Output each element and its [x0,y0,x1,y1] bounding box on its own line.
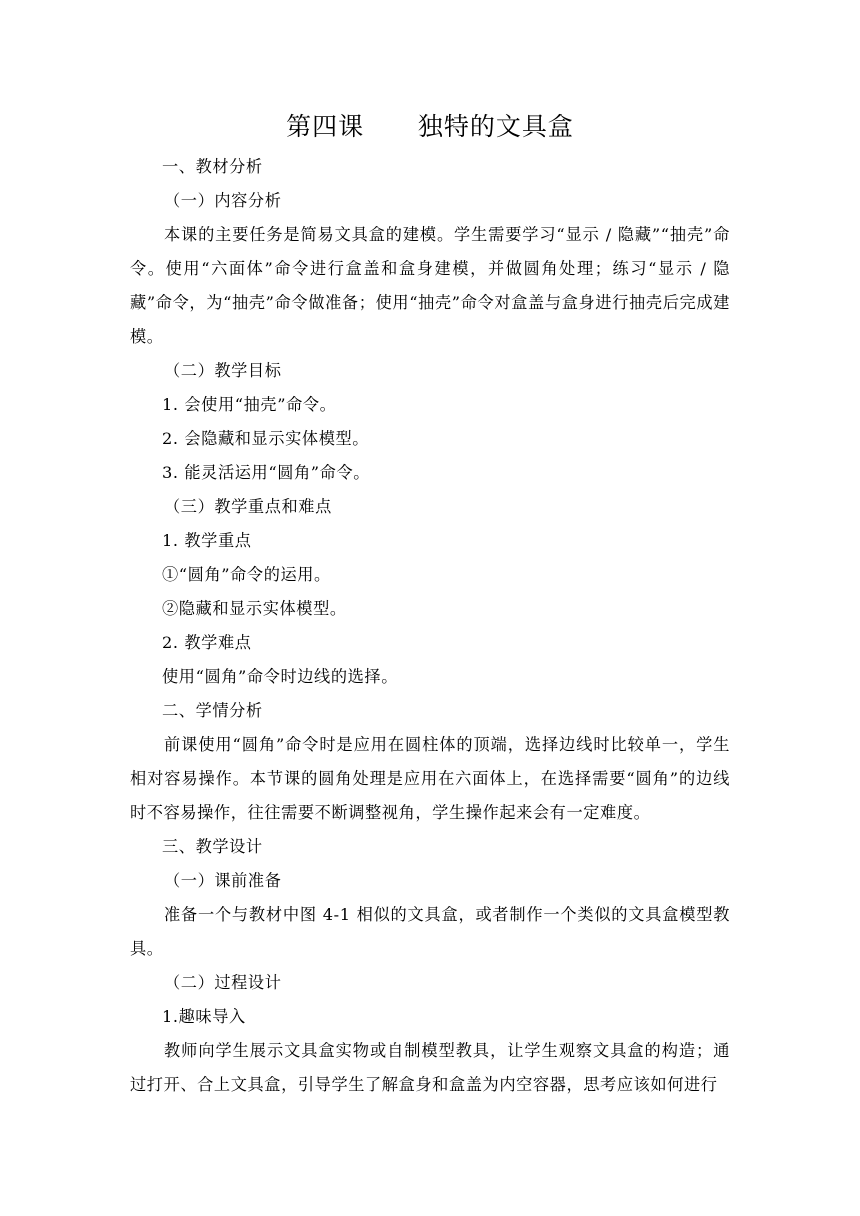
section-heading-1: 一、教材分析 [162,157,263,176]
subsection-heading-preparation: （一）课前准备 [164,871,282,890]
key-point-2: ②隐藏和显示实体模型。 [162,599,347,618]
key-points-heading: 1. 教学重点 [162,531,252,550]
key-point-1: ①“圆角”命令的运用。 [162,565,331,584]
goal-item-2: 2. 会隐藏和显示实体模型。 [162,429,370,448]
subsection-heading-content-analysis: （一）内容分析 [164,191,282,210]
page-title: 第四课 独特的文具盒 [286,112,574,141]
paragraph-preparation: 准备一个与教材中图 4-1 相似的文具盒，或者制作一个类似的文具盒模型教具。 [130,905,730,958]
subsection-heading-process-design: （二）过程设计 [164,973,282,992]
section-heading-3: 三、教学设计 [162,837,263,856]
section-heading-2: 二、学情分析 [162,701,263,720]
document-body [130,150,730,1102]
goal-item-3: 3. 能灵活运用“圆角”命令。 [162,463,371,482]
subsection-heading-key-difficult: （三）教学重点和难点 [164,497,332,516]
goal-item-1: 1. 会使用“抽壳”命令。 [162,395,337,414]
paragraph-content-analysis: 本课的主要任务是简易文具盒的建模。学生需要学习“显示 / 隐藏”“抽壳”命令。使用“六面体”命令进行盒盖和盒身建模，并做圆角处理；练习“显示 / 隐藏”命令，为“抽壳”命令做准备；使用“抽壳”命令对盒盖与盒身进行抽壳后完成建模。 [130,225,730,346]
difficult-point-1: 使用“圆角”命令时边线的选择。 [162,667,398,686]
paragraph-introduction: 教师向学生展示文具盒实物或自制模型教具，让学生观察文具盒的构造；通过打开、合上文具盒，引导学生了解盒身和盒盖为内空容器，思考应该如何进行 [130,1041,730,1094]
difficult-points-heading: 2. 教学难点 [162,633,252,652]
paragraph-student-analysis: 前课使用“圆角”命令时是应用在圆柱体的顶端，选择边线时比较单一，学生相对容易操作。本节课的圆角处理是应用在六面体上，在选择需要“圆角”的边线时不容易操作，往往需要不断调整视角，学生操作起来会有一定难度。 [130,735,730,822]
process-step-heading: 1.趣味导入 [162,1007,246,1026]
subsection-heading-teaching-goals: （二）教学目标 [164,361,282,380]
